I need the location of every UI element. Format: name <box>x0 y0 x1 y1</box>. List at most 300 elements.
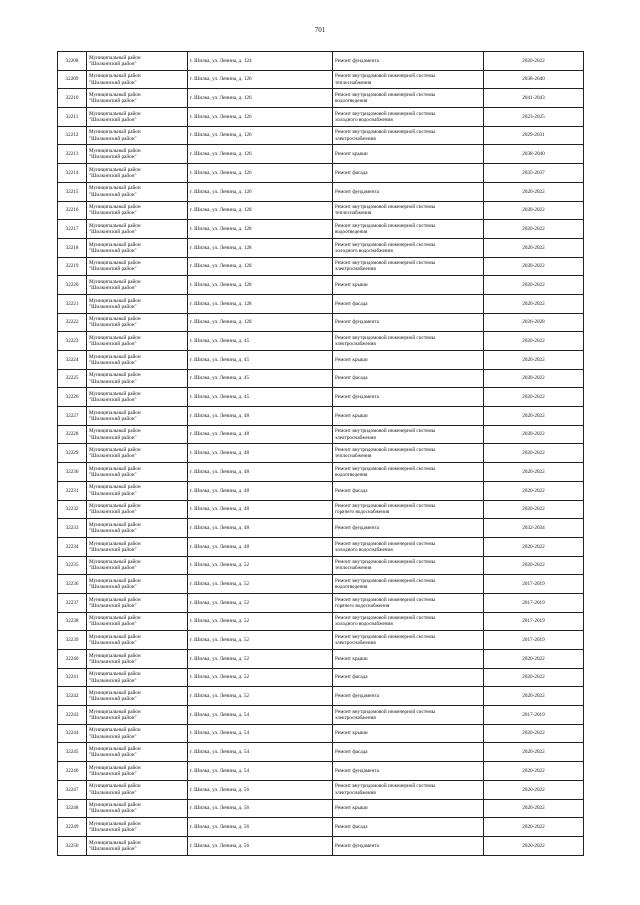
table-row <box>58 276 584 295</box>
work-type-cell <box>333 668 484 687</box>
work-type: Ремонт крыши <box>335 412 368 419</box>
municipality-cell <box>87 537 188 556</box>
municipality-cell <box>87 201 188 220</box>
work-type: Ремонт фасада <box>335 674 368 681</box>
address-cell: г. Шилка, ул. Ленина, д. 126 <box>188 164 333 183</box>
address-cell: г. Шилка, ул. Ленина, д. 56 <box>188 836 333 855</box>
work-type: Ремонт внутридомовой инженерной системы <box>335 559 436 566</box>
period-cell: 2020-2022 <box>484 201 584 220</box>
row-number: 32235 <box>58 556 87 575</box>
period-cell: 2017-2019 <box>484 575 584 594</box>
municipality-name: "Шилкинский район" <box>89 733 137 740</box>
work-type-cell <box>333 89 484 108</box>
work-type-cell <box>333 238 484 257</box>
municipality-name: "Шилкинский район" <box>89 789 137 796</box>
work-type: Ремонт внутридомовой инженерной системы <box>335 73 436 80</box>
municipality-cell <box>87 313 188 332</box>
work-type: Ремонт крыши <box>335 730 368 737</box>
work-type-cell <box>333 444 484 463</box>
municipality-name: "Шилкинский район" <box>89 210 137 217</box>
work-system: горячего водоснабжения <box>335 602 390 609</box>
address-cell: г. Шилка, ул. Ленина, д. 45 <box>188 369 333 388</box>
work-type: Ремонт крыши <box>335 356 368 363</box>
address-cell: г. Шилка, ул. Ленина, д. 54 <box>188 706 333 725</box>
work-type: Ремонт внутридомовой инженерной системы <box>335 447 436 454</box>
municipality-name: "Шилкинский район" <box>89 528 137 535</box>
municipality-name: "Шилкинский район" <box>89 322 137 329</box>
table-row <box>58 687 584 706</box>
address-cell: г. Шилка, ул. Ленина, д. 126 <box>188 108 333 127</box>
table-row <box>58 612 584 631</box>
municipality-line: Муниципальный район <box>89 260 141 267</box>
address-cell: г. Шилка, ул. Ленина, д. 126 <box>188 126 333 145</box>
municipality-cell <box>87 89 188 108</box>
address-cell: г. Шилка, ул. Ленина, д. 48 <box>188 463 333 482</box>
address-cell: г. Шилка, ул. Ленина, д. 54 <box>188 743 333 762</box>
municipality-name: "Шилкинский район" <box>89 752 137 759</box>
municipality-line: Муниципальный район <box>89 222 141 229</box>
address-cell: г. Шилка, ул. Ленина, д. 56 <box>188 780 333 799</box>
municipality-cell <box>87 668 188 687</box>
table-row <box>58 836 584 855</box>
period-cell: 2020-2022 <box>484 650 584 669</box>
municipality-cell <box>87 836 188 855</box>
municipality-name: "Шилкинский район" <box>89 509 137 516</box>
municipality-line: Муниципальный район <box>89 334 141 341</box>
municipality-name: "Шилкинский район" <box>89 714 137 721</box>
period-cell: 2020-2022 <box>484 332 584 351</box>
row-number: 32237 <box>58 593 87 612</box>
municipality-name: "Шилкинский район" <box>89 285 137 292</box>
municipality-line: Муниципальный район <box>89 577 141 584</box>
table-row <box>58 593 584 612</box>
table-row <box>58 780 584 799</box>
municipality-name: "Шилкинский район" <box>89 602 137 609</box>
row-number: 32250 <box>58 836 87 855</box>
work-type: Ремонт внутридомовой инженерной системы <box>335 708 436 715</box>
address-cell: г. Шилка, ул. Ленина, д. 52 <box>188 687 333 706</box>
period-cell: 2020-2022 <box>484 481 584 500</box>
municipality-line: Муниципальный район <box>89 73 141 80</box>
municipality-cell <box>87 444 188 463</box>
table-row <box>58 332 584 351</box>
address-cell: г. Шилка, ул. Ленина, д. 45 <box>188 351 333 370</box>
municipality-line: Муниципальный район <box>89 633 141 640</box>
municipality-name: "Шилкинский район" <box>89 677 137 684</box>
work-type: Ремонт фасада <box>335 749 368 756</box>
municipality-cell <box>87 575 188 594</box>
work-type-cell <box>333 276 484 295</box>
work-type-cell <box>333 294 484 313</box>
work-type: Ремонт фундамента <box>335 524 379 531</box>
municipality-name: "Шилкинский район" <box>89 471 137 478</box>
table-row <box>58 164 584 183</box>
work-type-cell <box>333 425 484 444</box>
work-system: теплоснабжения <box>335 210 372 217</box>
municipality-line: Муниципальный район <box>89 372 141 379</box>
work-type-cell <box>333 762 484 781</box>
municipality-cell <box>87 407 188 426</box>
municipality-name: "Шилкинский район" <box>89 172 137 179</box>
work-type: Ремонт внутридомовой инженерной системы <box>335 503 436 510</box>
work-system: теплоснабжения <box>335 79 372 86</box>
municipality-name: "Шилкинский район" <box>89 60 137 67</box>
work-type-cell <box>333 631 484 650</box>
row-number: 32214 <box>58 164 87 183</box>
address-cell: г. Шилка, ул. Ленина, д. 126 <box>188 70 333 89</box>
page-number: 701 <box>314 26 326 34</box>
municipality-name: "Шилкинский район" <box>89 266 137 273</box>
municipality-cell <box>87 52 188 71</box>
row-number: 32218 <box>58 238 87 257</box>
municipality-cell <box>87 650 188 669</box>
municipality-cell <box>87 369 188 388</box>
period-cell: 2020-2022 <box>484 836 584 855</box>
municipality-cell <box>87 631 188 650</box>
work-type: Ремонт внутридомовой инженерной системы <box>335 428 436 435</box>
row-number: 32216 <box>58 201 87 220</box>
table-row <box>58 201 584 220</box>
row-number: 32249 <box>58 818 87 837</box>
work-type-cell <box>333 537 484 556</box>
work-type: Ремонт внутридомовой инженерной системы <box>335 204 436 211</box>
period-cell: 2020-2022 <box>484 687 584 706</box>
municipality-cell <box>87 519 188 538</box>
work-type: Ремонт фундамента <box>335 394 379 401</box>
row-number: 32212 <box>58 126 87 145</box>
period-cell: 2020-2022 <box>484 537 584 556</box>
municipality-line: Муниципальный район <box>89 746 141 753</box>
work-type-cell <box>333 650 484 669</box>
municipality-name: "Шилкинский район" <box>89 565 137 572</box>
period-cell: 2020-2022 <box>484 799 584 818</box>
row-number: 32223 <box>58 332 87 351</box>
row-number: 32217 <box>58 220 87 239</box>
address-cell: г. Шилка, ул. Ленина, д. 124 <box>188 52 333 71</box>
row-number: 32224 <box>58 351 87 370</box>
work-type: Ремонт внутридомовой инженерной системы <box>335 334 436 341</box>
address-cell: г. Шилка, ул. Ленина, д. 48 <box>188 425 333 444</box>
municipality-line: Муниципальный район <box>89 839 141 846</box>
row-number: 32240 <box>58 650 87 669</box>
work-system: электроснабжения <box>335 789 376 796</box>
period-cell: 2017-2019 <box>484 612 584 631</box>
table-row <box>58 631 584 650</box>
address-cell: г. Шилка, ул. Ленина, д. 48 <box>188 407 333 426</box>
work-system: водоотведения <box>335 584 368 591</box>
work-type: Ремонт фасада <box>335 487 368 494</box>
work-type: Ремонт крыши <box>335 151 368 158</box>
work-type-cell <box>333 687 484 706</box>
municipality-name: "Шилкинский район" <box>89 658 137 665</box>
municipality-line: Муниципальный район <box>89 316 141 323</box>
work-type-cell <box>333 70 484 89</box>
municipality-name: "Шилкинский район" <box>89 341 137 348</box>
address-cell: г. Шилка, ул. Ленина, д. 52 <box>188 556 333 575</box>
work-system: горячего водоснабжения <box>335 509 390 516</box>
municipality-line: Муниципальный район <box>89 783 141 790</box>
work-type: Ремонт внутридомовой инженерной системы <box>335 110 436 117</box>
address-cell: г. Шилка, ул. Ленина, д. 48 <box>188 444 333 463</box>
work-type-cell <box>333 481 484 500</box>
work-type-cell <box>333 407 484 426</box>
address-cell: г. Шилка, ул. Ленина, д. 45 <box>188 388 333 407</box>
address-cell: г. Шилка, ул. Ленина, д. 128 <box>188 201 333 220</box>
municipality-name: "Шилкинский район" <box>89 845 137 852</box>
work-type-cell <box>333 556 484 575</box>
table-row <box>58 70 584 89</box>
municipality-name: "Шилкинский район" <box>89 453 137 460</box>
table-row <box>58 126 584 145</box>
table-row <box>58 89 584 108</box>
work-type: Ремонт внутридомовой инженерной системы <box>335 577 436 584</box>
period-cell: 2020-2022 <box>484 351 584 370</box>
municipality-cell <box>87 220 188 239</box>
municipality-line: Муниципальный район <box>89 727 141 734</box>
work-type: Ремонт внутридомовой инженерной системы <box>335 615 436 622</box>
table-row <box>58 145 584 164</box>
municipality-cell <box>87 164 188 183</box>
municipality-cell <box>87 481 188 500</box>
work-type: Ремонт фасада <box>335 823 368 830</box>
period-cell: 2020-2022 <box>484 743 584 762</box>
work-type-cell <box>333 164 484 183</box>
period-cell: 2041-2043 <box>484 89 584 108</box>
work-type-cell <box>333 52 484 71</box>
municipality-line: Муниципальный район <box>89 596 141 603</box>
table-row <box>58 537 584 556</box>
municipality-name: "Шилкинский район" <box>89 584 137 591</box>
table-row <box>58 650 584 669</box>
municipality-line: Муниципальный район <box>89 278 141 285</box>
address-cell: г. Шилка, ул. Ленина, д. 52 <box>188 593 333 612</box>
municipality-name: "Шилкинский район" <box>89 434 137 441</box>
address-cell: г. Шилка, ул. Ленина, д. 56 <box>188 818 333 837</box>
table-row <box>58 220 584 239</box>
row-number: 32211 <box>58 108 87 127</box>
row-number: 32228 <box>58 425 87 444</box>
municipality-cell <box>87 108 188 127</box>
row-number: 32225 <box>58 369 87 388</box>
period-cell: 2020-2022 <box>484 182 584 201</box>
work-type-cell <box>333 220 484 239</box>
work-type: Ремонт внутридомовой инженерной системы <box>335 260 436 267</box>
period-cell: 2020-2022 <box>484 388 584 407</box>
work-type-cell <box>333 593 484 612</box>
period-cell: 2020-2022 <box>484 762 584 781</box>
work-system: холодного водоснабжения <box>335 546 393 553</box>
municipality-cell <box>87 238 188 257</box>
work-type-cell <box>333 182 484 201</box>
municipality-line: Муниципальный район <box>89 652 141 659</box>
municipality-cell <box>87 388 188 407</box>
work-system: теплоснабжения <box>335 565 372 572</box>
work-type-cell <box>333 575 484 594</box>
row-number: 32245 <box>58 743 87 762</box>
address-cell: г. Шилка, ул. Ленина, д. 52 <box>188 650 333 669</box>
municipality-name: "Шилкинский район" <box>89 490 137 497</box>
table-row <box>58 182 584 201</box>
work-type: Ремонт фасада <box>335 300 368 307</box>
period-cell: 2017-2019 <box>484 593 584 612</box>
work-system: холодного водоснабжения <box>335 116 393 123</box>
address-cell: г. Шилка, ул. Ленина, д. 126 <box>188 89 333 108</box>
municipality-cell <box>87 724 188 743</box>
municipality-cell <box>87 818 188 837</box>
municipality-cell <box>87 332 188 351</box>
work-type: Ремонт фундамента <box>335 693 379 700</box>
table-row <box>58 52 584 71</box>
municipality-cell <box>87 145 188 164</box>
work-type-cell <box>333 351 484 370</box>
municipality-name: "Шилкинский район" <box>89 135 137 142</box>
work-type: Ремонт внутридомовой инженерной системы <box>335 129 436 136</box>
period-cell: 2017-2019 <box>484 631 584 650</box>
work-system: электроснабжения <box>335 434 376 441</box>
municipality-line: Муниципальный район <box>89 484 141 491</box>
period-cell: 2020-2022 <box>484 463 584 482</box>
municipality-name: "Шилкинский район" <box>89 640 137 647</box>
municipality-cell <box>87 780 188 799</box>
municipality-line: Муниципальный район <box>89 54 141 61</box>
municipality-line: Муниципальный район <box>89 540 141 547</box>
table-row <box>58 668 584 687</box>
address-cell: г. Шилка, ул. Ленина, д. 126 <box>188 182 333 201</box>
row-number: 32220 <box>58 276 87 295</box>
address-cell: г. Шилка, ул. Ленина, д. 128 <box>188 257 333 276</box>
municipality-name: "Шилкинский район" <box>89 116 137 123</box>
work-type: Ремонт внутридомовой инженерной системы <box>335 540 436 547</box>
table-row <box>58 575 584 594</box>
row-number: 32230 <box>58 463 87 482</box>
municipality-line: Муниципальный район <box>89 521 141 528</box>
municipality-name: "Шилкинский район" <box>89 98 137 105</box>
municipality-name: "Шилкинский район" <box>89 191 137 198</box>
row-number: 32213 <box>58 145 87 164</box>
municipality-cell <box>87 556 188 575</box>
work-type: Ремонт внутридомовой инженерной системы <box>335 222 436 229</box>
period-cell: 2020-2022 <box>484 818 584 837</box>
municipality-name: "Шилкинский район" <box>89 696 137 703</box>
work-type-cell <box>333 612 484 631</box>
municipality-cell <box>87 463 188 482</box>
municipality-line: Муниципальный район <box>89 447 141 454</box>
municipality-line: Муниципальный район <box>89 503 141 510</box>
period-cell: 2017-2019 <box>484 706 584 725</box>
repair-schedule-table <box>57 51 584 856</box>
work-type-cell <box>333 145 484 164</box>
period-cell: 2020-2022 <box>484 556 584 575</box>
period-cell: 2026-2028 <box>484 313 584 332</box>
work-system: водоотведения <box>335 471 368 478</box>
municipality-line: Муниципальный район <box>89 615 141 622</box>
period-cell: 2020-2022 <box>484 724 584 743</box>
row-number: 32231 <box>58 481 87 500</box>
table-row <box>58 388 584 407</box>
period-cell: 2020-2022 <box>484 780 584 799</box>
municipality-name: "Шилкинский район" <box>89 808 137 815</box>
work-system: электроснабжения <box>335 266 376 273</box>
row-number: 32219 <box>58 257 87 276</box>
municipality-cell <box>87 425 188 444</box>
work-type: Ремонт внутридомовой инженерной системы <box>335 633 436 640</box>
work-system: электроснабжения <box>335 714 376 721</box>
period-cell: 2020-2022 <box>484 444 584 463</box>
period-cell: 2020-2022 <box>484 52 584 71</box>
row-number: 32244 <box>58 724 87 743</box>
municipality-name: "Шилкинский район" <box>89 359 137 366</box>
table-row <box>58 556 584 575</box>
municipality-line: Муниципальный район <box>89 465 141 472</box>
municipality-cell <box>87 762 188 781</box>
address-cell: г. Шилка, ул. Ленина, д. 48 <box>188 537 333 556</box>
period-cell: 2020-2022 <box>484 668 584 687</box>
municipality-line: Муниципальный район <box>89 185 141 192</box>
municipality-name: "Шилкинский район" <box>89 397 137 404</box>
address-cell: г. Шилка, ул. Ленина, д. 128 <box>188 238 333 257</box>
work-type: Ремонт внутридомовой инженерной системы <box>335 783 436 790</box>
period-cell: 2035-2037 <box>484 164 584 183</box>
address-cell: г. Шилка, ул. Ленина, д. 128 <box>188 294 333 313</box>
period-cell: 2020-2022 <box>484 425 584 444</box>
municipality-name: "Шилкинский район" <box>89 154 137 161</box>
period-cell: 2029-2031 <box>484 126 584 145</box>
municipality-name: "Шилкинский район" <box>89 79 137 86</box>
table-row <box>58 799 584 818</box>
work-type-cell <box>333 108 484 127</box>
work-type-cell <box>333 780 484 799</box>
row-number: 32222 <box>58 313 87 332</box>
row-number: 32232 <box>58 500 87 519</box>
row-number: 32241 <box>58 668 87 687</box>
work-type-cell <box>333 126 484 145</box>
period-cell: 2020-2022 <box>484 407 584 426</box>
row-number: 32248 <box>58 799 87 818</box>
table-row <box>58 706 584 725</box>
table-row <box>58 313 584 332</box>
row-number: 32227 <box>58 407 87 426</box>
work-system: холодного водоснабжения <box>335 621 393 628</box>
municipality-cell <box>87 612 188 631</box>
municipality-name: "Шилкинский район" <box>89 621 137 628</box>
work-type-cell <box>333 500 484 519</box>
municipality-cell <box>87 799 188 818</box>
municipality-line: Муниципальный район <box>89 409 141 416</box>
municipality-cell <box>87 687 188 706</box>
work-type-cell <box>333 818 484 837</box>
table-row <box>58 500 584 519</box>
table-row <box>58 743 584 762</box>
municipality-line: Муниципальный район <box>89 129 141 136</box>
table-row <box>58 818 584 837</box>
work-system: электроснабжения <box>335 135 376 142</box>
row-number: 32209 <box>58 70 87 89</box>
period-cell: 2038-2040 <box>484 70 584 89</box>
work-type: Ремонт внутридомовой инженерной системы <box>335 465 436 472</box>
work-system: электроснабжения <box>335 341 376 348</box>
work-type: Ремонт фундамента <box>335 57 379 64</box>
table-row <box>58 108 584 127</box>
municipality-line: Муниципальный район <box>89 802 141 809</box>
municipality-line: Муниципальный район <box>89 241 141 248</box>
municipality-cell <box>87 593 188 612</box>
row-number: 32226 <box>58 388 87 407</box>
table-body <box>58 52 584 856</box>
period-cell: 2020-2022 <box>484 294 584 313</box>
municipality-line: Муниципальный район <box>89 148 141 155</box>
row-number: 32215 <box>58 182 87 201</box>
work-type: Ремонт фасада <box>335 375 368 382</box>
